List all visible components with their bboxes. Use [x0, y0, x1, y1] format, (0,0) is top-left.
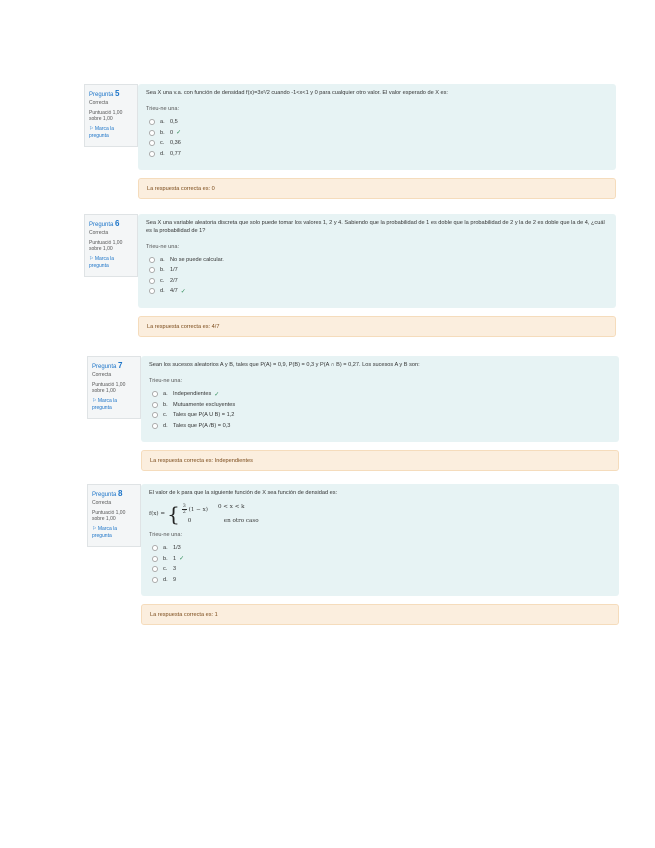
formula-fraction: $\frac{3}{2}$	[182, 503, 186, 515]
flag-question-link[interactable]: ⚐ Marca la pregunta	[92, 398, 118, 411]
correct-answer-feedback: La respuesta correcta es: 4/7	[138, 316, 616, 337]
answer-option[interactable]: a. No se puede calcular.	[146, 255, 608, 266]
question-content	[141, 484, 619, 596]
question-number: Pregunta 8	[92, 489, 123, 498]
answer-option[interactable]: b. 1/7	[146, 265, 608, 276]
answer-option[interactable]: d. 0,77	[146, 148, 608, 159]
question-score: Puntuació 1,00 sobre 1,00	[92, 509, 126, 523]
question-status: Correcta	[89, 99, 109, 106]
flag-icon: ⚐	[89, 256, 94, 263]
answer-option[interactable]: c. 3	[149, 564, 611, 575]
question-info	[84, 84, 138, 147]
question-info	[87, 356, 141, 419]
question-content	[138, 214, 616, 308]
radio-button[interactable]	[152, 566, 158, 572]
question-content	[138, 84, 616, 170]
question-number: Pregunta 6	[89, 219, 120, 228]
flag-icon: ⚐	[89, 126, 94, 133]
question-text: El valor de k para que la siguiente función de X sea función de densidad es:	[149, 490, 338, 496]
radio-button[interactable]	[149, 267, 155, 273]
question-score: Puntuació 1,00 sobre 1,00	[89, 109, 123, 123]
question-status: Correcta	[92, 499, 112, 506]
check-icon: ✓	[214, 391, 220, 398]
question-content	[141, 356, 619, 442]
flag-icon: ⚐	[92, 526, 97, 533]
answer-option[interactable]: b. Mutuamente excluyentes	[149, 399, 611, 410]
radio-button[interactable]	[149, 130, 155, 136]
question-text: Sea X una v.a. con función de densidad f(x)=3x²/2 cuando -1<x<1 y 0 para cualquier otro valor. El valor esperado de X es:	[146, 90, 448, 96]
flag-question-link[interactable]: ⚐ Marca la pregunta	[92, 526, 118, 539]
check-icon: ✓	[176, 130, 182, 137]
choose-prompt: Trieu-ne una:	[146, 243, 180, 250]
answer-option[interactable]: c. 2/7	[146, 276, 608, 287]
choose-prompt: Trieu-ne una:	[149, 531, 183, 538]
check-icon: ✓	[179, 556, 185, 563]
answer-option[interactable]: c. 0,36	[146, 138, 608, 149]
correct-answer-feedback: La respuesta correcta es: Independientes	[141, 450, 619, 471]
question-number: Pregunta 7	[92, 361, 123, 370]
radio-button[interactable]	[149, 288, 155, 294]
radio-button[interactable]	[152, 423, 158, 429]
radio-button[interactable]	[149, 140, 155, 146]
question-text: Sea X una variable aleatoria discreta que solo puede tomar los valores 1, 2 y 4. Sabiendo que la probabilidad de 1 es doble que la probabilidad de 2 y la de 2 es doble que la de 4, ¿cuál es la probabilidad de 1?	[146, 220, 605, 234]
question-status: Correcta	[92, 371, 112, 378]
radio-button[interactable]	[152, 412, 158, 418]
correct-answer-feedback: La respuesta correcta es: 1	[141, 604, 619, 625]
radio-button[interactable]	[149, 257, 155, 263]
question-score: Puntuació 1,00 sobre 1,00	[89, 239, 123, 253]
question-number: Pregunta 5	[89, 89, 120, 98]
check-icon: ✓	[180, 288, 186, 295]
flag-question-link[interactable]: ⚐ Marca la pregunta	[89, 126, 115, 139]
flag-question-link[interactable]: ⚐ Marca la pregunta	[89, 256, 115, 269]
density-formula: f(x) = { $\frac{3}{2}$ (1 − x) 0 < x < k 0 en otro caso	[149, 501, 259, 526]
formula-condition: en otro caso	[223, 517, 259, 524]
radio-button[interactable]	[152, 556, 158, 562]
radio-button[interactable]	[152, 577, 158, 583]
question-text: Sean los sucesos aleatorios A y B, tales que P(A) = 0,9, P(B) = 0,3 y P(A ∩ B) = 0,27. Los sucesos A y B son:	[149, 362, 420, 368]
question-info	[87, 484, 141, 547]
flag-icon: ⚐	[92, 398, 97, 405]
answer-option[interactable]: c. Tales que P(A U B) = 1,2	[149, 410, 611, 421]
radio-button[interactable]	[152, 545, 158, 551]
radio-button[interactable]	[149, 151, 155, 157]
radio-button[interactable]	[152, 391, 158, 397]
answer-option[interactable]: d. Tales que P(A /B) = 0,3	[149, 420, 611, 431]
answer-option[interactable]: b. 0 ✓	[146, 127, 608, 138]
question-score: Puntuació 1,00 sobre 1,00	[92, 381, 126, 395]
radio-button[interactable]	[149, 119, 155, 125]
radio-button[interactable]	[152, 402, 158, 408]
formula-condition: 0 < x < k	[217, 503, 245, 510]
answer-option[interactable]: b. 1 ✓	[149, 553, 611, 564]
answer-option[interactable]: d. 9	[149, 574, 611, 585]
answer-option[interactable]: d. 4/7 ✓	[146, 286, 608, 297]
answer-option[interactable]: a. Independientes ✓	[149, 389, 611, 400]
choose-prompt: Trieu-ne una:	[149, 377, 183, 384]
formula-lhs: f(x) =	[149, 510, 166, 517]
radio-button[interactable]	[149, 278, 155, 284]
answer-option[interactable]: a. 0,5	[146, 117, 608, 128]
answer-option[interactable]: a. 1/3	[149, 543, 611, 554]
question-status: Correcta	[89, 229, 109, 236]
question-info	[84, 214, 138, 277]
choose-prompt: Trieu-ne una:	[146, 105, 180, 112]
correct-answer-feedback: La respuesta correcta es: 0	[138, 178, 616, 199]
formula-brace: {	[167, 501, 180, 526]
